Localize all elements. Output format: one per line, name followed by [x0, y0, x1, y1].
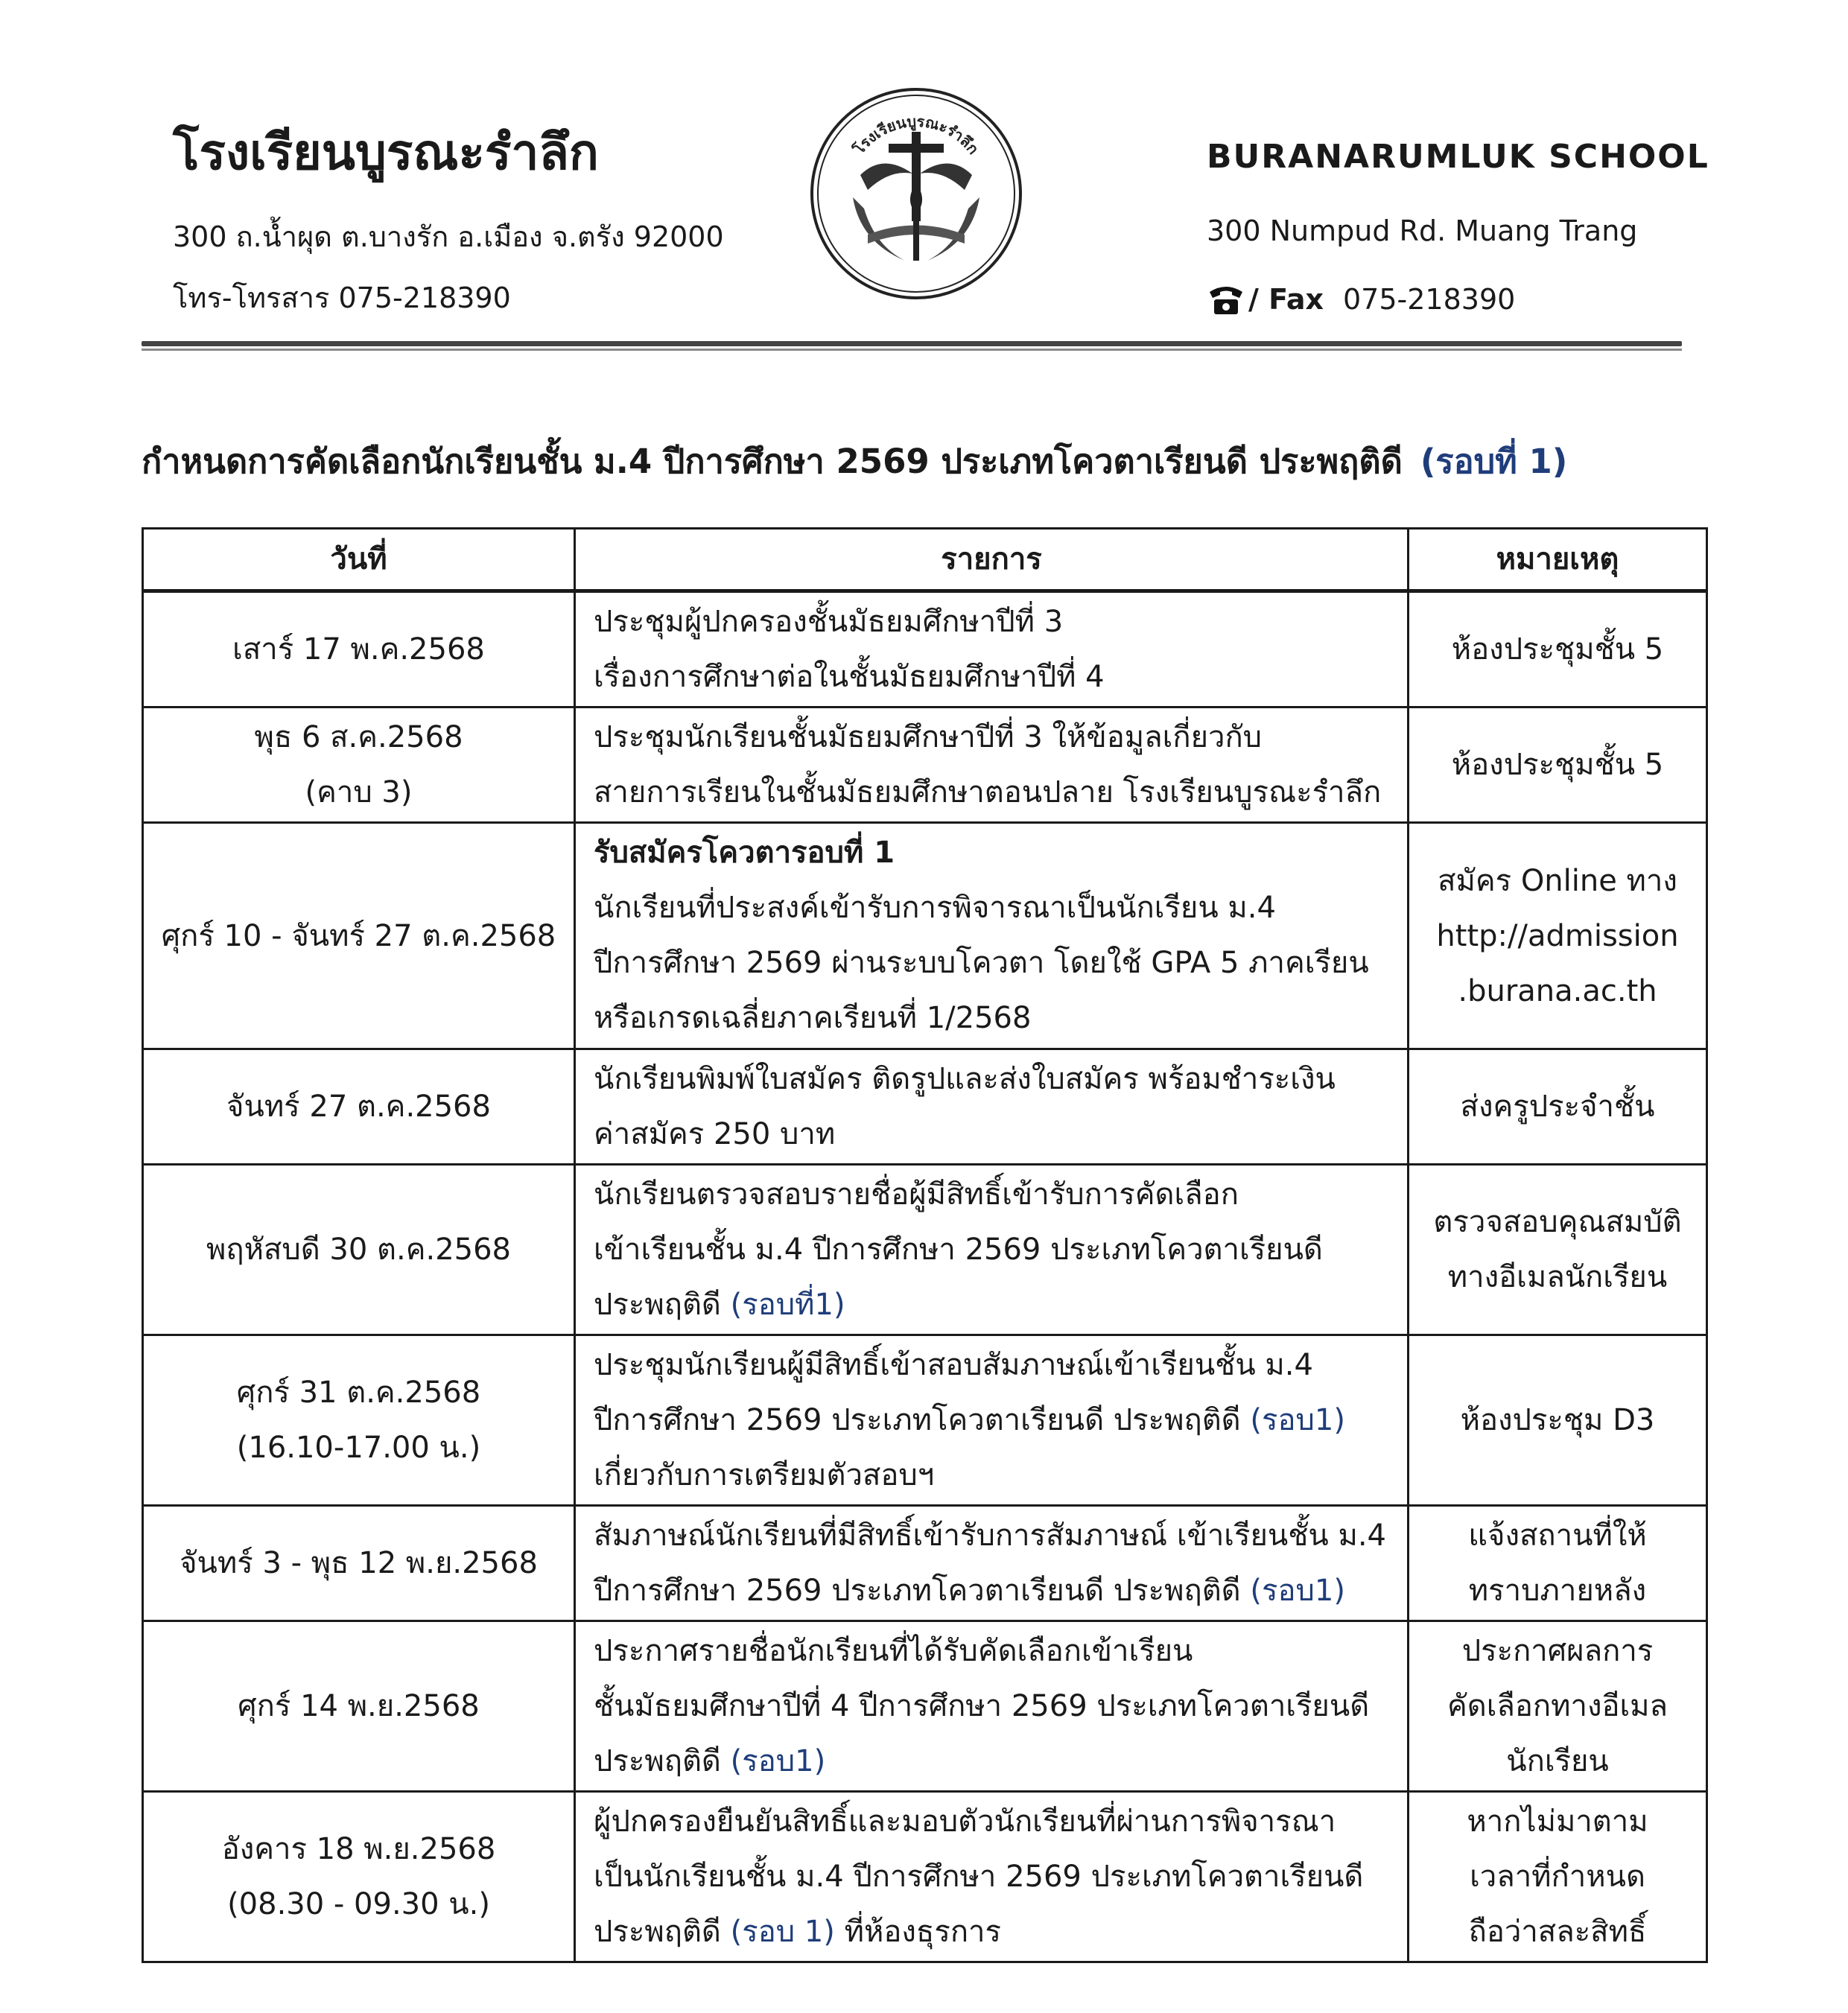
note-line: ทราบภายหลัง: [1468, 1574, 1647, 1608]
item-line: เกี่ยวกับการเตรียมตัวสอบฯ: [594, 1458, 935, 1492]
fax-number: 075-218390: [1343, 283, 1516, 316]
table-row: [143, 1165, 1707, 1335]
item-line: เข้าเรียนชั้น ม.4 ปีการศึกษา 2569 ประเภทโควตาเรียนดี: [594, 1233, 1323, 1267]
item-line: หรือเกรดเฉลี่ยภาคเรียนที่ 1/2568: [594, 1001, 1032, 1035]
item-line: เป็นนักเรียนชั้น ม.4 ปีการศึกษา 2569 ประเภทโควตาเรียนดี: [594, 1860, 1364, 1894]
phone-th: โทร-โทรสาร 075-218390: [173, 282, 511, 314]
schedule-table: [142, 527, 1708, 1963]
item-line: ชั้นมัธยมศึกษาปีที่ 4 ปีการศึกษา 2569 ประเภทโควตาเรียนดี: [594, 1689, 1370, 1723]
date-line: ศุกร์ 14 พ.ย.2568: [238, 1689, 480, 1723]
page-title: [142, 436, 1706, 488]
note-line: สมัคร Online ทาง: [1438, 863, 1677, 898]
telephone-icon: [1207, 282, 1245, 317]
row-date: [143, 707, 575, 823]
note-line: ส่งครูประจำชั้น: [1460, 1090, 1655, 1124]
row-note: [1409, 1335, 1707, 1506]
note-line: แจ้งสถานที่ให้: [1468, 1519, 1647, 1553]
row-item: [575, 1621, 1409, 1792]
note-line: ถือว่าสละสิทธิ์: [1468, 1915, 1647, 1949]
item-line: นักเรียนที่ประสงค์เข้ารับการพิจารณาเป็นนักเรียน ม.4: [594, 891, 1276, 925]
round-tag: (รอบ1): [1250, 1403, 1345, 1437]
table-row: [143, 1621, 1707, 1792]
note-line: .burana.ac.th: [1458, 973, 1657, 1008]
row-item: [575, 1792, 1409, 1962]
item-line: ปีการศึกษา 2569 ประเภทโควตาเรียนดี ประพฤติดี: [594, 1403, 1241, 1437]
item-line: ปีการศึกษา 2569 ผ่านระบบโควตา โดยใช้ GPA 5 ภาคเรียน: [594, 946, 1369, 980]
header-date: วันที่: [143, 529, 575, 591]
table-row: [143, 591, 1707, 707]
date-line: พฤหัสบดี 30 ต.ค.2568: [206, 1233, 512, 1267]
row-date: [143, 1335, 575, 1506]
item-line: ประชุมนักเรียนชั้นมัธยมศึกษาปีที่ 3 ให้ข้อมูลเกี่ยวกับ: [594, 720, 1263, 754]
item-line: สายการเรียนในชั้นมัธยมศึกษาตอนปลาย โรงเรียนบูรณะรำลึก: [594, 775, 1382, 810]
row-item: [575, 823, 1409, 1049]
item-line: ประชุมนักเรียนผู้มีสิทธิ์เข้าสอบสัมภาษณ์เข้าเรียนชั้น ม.4: [594, 1348, 1313, 1382]
row-note: [1409, 1506, 1707, 1621]
table-row: [143, 823, 1707, 1049]
row-note: [1409, 1621, 1707, 1792]
row-note: [1409, 591, 1707, 707]
row-date: [143, 1049, 575, 1165]
note-line: คัดเลือกทางอีเมล: [1447, 1689, 1668, 1723]
row-item: [575, 1335, 1409, 1506]
header-right: [1207, 131, 1709, 320]
fax-label: / Fax: [1248, 283, 1324, 316]
date-line: เสาร์ 17 พ.ค.2568: [232, 632, 485, 667]
date-line: (16.10-17.00 น.): [236, 1431, 481, 1465]
note-line: หากไม่มาตาม: [1467, 1804, 1648, 1839]
row-item: [575, 1049, 1409, 1165]
date-line: จันทร์ 3 - พุธ 12 พ.ย.2568: [180, 1546, 538, 1580]
header-left: [173, 119, 813, 319]
row-note: [1409, 707, 1707, 823]
row-date: [143, 1165, 575, 1335]
date-line: ศุกร์ 31 ต.ค.2568: [236, 1376, 481, 1410]
item-line: ประชุมผู้ปกครองชั้นมัธยมศึกษาปีที่ 3: [594, 605, 1064, 639]
note-line: ประกาศผลการ: [1461, 1634, 1654, 1668]
item-heading: รับสมัครโควตารอบที่ 1: [594, 836, 895, 870]
item-line: ประพฤติดี: [594, 1288, 721, 1322]
table-row: [143, 707, 1707, 823]
item-line: ประกาศรายชื่อนักเรียนที่ได้รับคัดเลือกเข้าเรียน: [594, 1634, 1193, 1668]
date-line: อังคาร 18 พ.ย.2568: [221, 1832, 496, 1866]
item-line: ค่าสมัคร 250 บาท: [594, 1117, 836, 1151]
svg-text:โรงเรียนบูรณะรำลึก: โรงเรียนบูรณะรำลึก: [849, 112, 982, 158]
note-line: ห้องประชุม D3: [1460, 1403, 1655, 1437]
row-item: [575, 1506, 1409, 1621]
row-date: [143, 591, 575, 707]
table-row: [143, 1792, 1707, 1962]
row-note: [1409, 1165, 1707, 1335]
round-tag: (รอบ 1): [730, 1915, 835, 1949]
header-note: หมายเหตุ: [1409, 529, 1707, 591]
row-date: [143, 1792, 575, 1962]
table-header-row: [143, 529, 1707, 591]
date-line: จันทร์ 27 ต.ค.2568: [226, 1090, 491, 1124]
item-tail: ที่ห้องธุรการ: [844, 1915, 1001, 1949]
table-row: [143, 1049, 1707, 1165]
table-row: [143, 1335, 1707, 1506]
note-line: ตรวจสอบคุณสมบัติ: [1433, 1205, 1682, 1239]
date-line: (คาบ 3): [305, 775, 413, 810]
school-seal-logo: [808, 86, 1024, 302]
note-line: เวลาที่กำหนด: [1470, 1860, 1645, 1894]
item-line: ประพฤติดี: [594, 1744, 721, 1778]
header-divider-shadow: [142, 349, 1682, 351]
row-date: [143, 1621, 575, 1792]
school-name-th: โรงเรียนบูรณะรำลึก: [173, 124, 599, 181]
table-row: [143, 1506, 1707, 1621]
date-line: ศุกร์ 10 - จันทร์ 27 ต.ค.2568: [161, 918, 556, 953]
title-main: กำหนดการคัดเลือกนักเรียนชั้น ม.4 ปีการศึกษา 2569 ประเภทโควตาเรียนดี ประพฤติดี: [142, 442, 1403, 481]
school-name-en: BURANARUMLUK SCHOOL: [1207, 138, 1709, 176]
row-note: [1409, 823, 1707, 1049]
title-round: (รอบที่ 1): [1420, 442, 1568, 481]
row-date: [143, 823, 575, 1049]
round-tag: (รอบ1): [730, 1744, 826, 1778]
item-line: สัมภาษณ์นักเรียนที่มีสิทธิ์เข้ารับการสัมภาษณ์ เข้าเรียนชั้น ม.4: [594, 1519, 1386, 1553]
note-line: ห้องประชุมชั้น 5: [1451, 748, 1664, 782]
row-note: [1409, 1049, 1707, 1165]
round-tag: (รอบที่1): [730, 1288, 845, 1322]
item-line: นักเรียนพิมพ์ใบสมัคร ติดรูปและส่งใบสมัคร พร้อมชำระเงิน: [594, 1062, 1336, 1096]
address-th: 300 ถ.น้ำผุด ต.บางรัก อ.เมือง จ.ตรัง 92000: [173, 220, 724, 253]
item-line: ผู้ปกครองยืนยันสิทธิ์และมอบตัวนักเรียนที่ผ่านการพิจารณา: [594, 1804, 1336, 1839]
note-line: ห้องประชุมชั้น 5: [1451, 632, 1664, 667]
header-divider: [142, 341, 1682, 346]
row-item: [575, 1165, 1409, 1335]
item-line: เรื่องการศึกษาต่อในชั้นมัธยมศึกษาปีที่ 4: [594, 660, 1105, 694]
note-line: นักเรียน: [1506, 1744, 1609, 1778]
item-line: ประพฤติดี: [594, 1915, 721, 1949]
address-en: 300 Numpud Rd. Muang Trang: [1207, 214, 1638, 247]
row-item: [575, 707, 1409, 823]
item-line: ปีการศึกษา 2569 ประเภทโควตาเรียนดี ประพฤติดี: [594, 1574, 1241, 1608]
header-item: รายการ: [575, 529, 1409, 591]
date-line: (08.30 - 09.30 น.): [227, 1887, 490, 1921]
date-line: พุธ 6 ส.ค.2568: [254, 720, 463, 754]
row-date: [143, 1506, 575, 1621]
note-line: http://admission: [1436, 918, 1679, 953]
row-note: [1409, 1792, 1707, 1962]
row-item: [575, 591, 1409, 707]
note-line: ทางอีเมลนักเรียน: [1447, 1260, 1668, 1294]
item-line: นักเรียนตรวจสอบรายชื่อผู้มีสิทธิ์เข้ารับการคัดเลือก: [594, 1177, 1239, 1212]
fax-row: [1207, 279, 1683, 320]
round-tag: (รอบ1): [1250, 1574, 1345, 1608]
